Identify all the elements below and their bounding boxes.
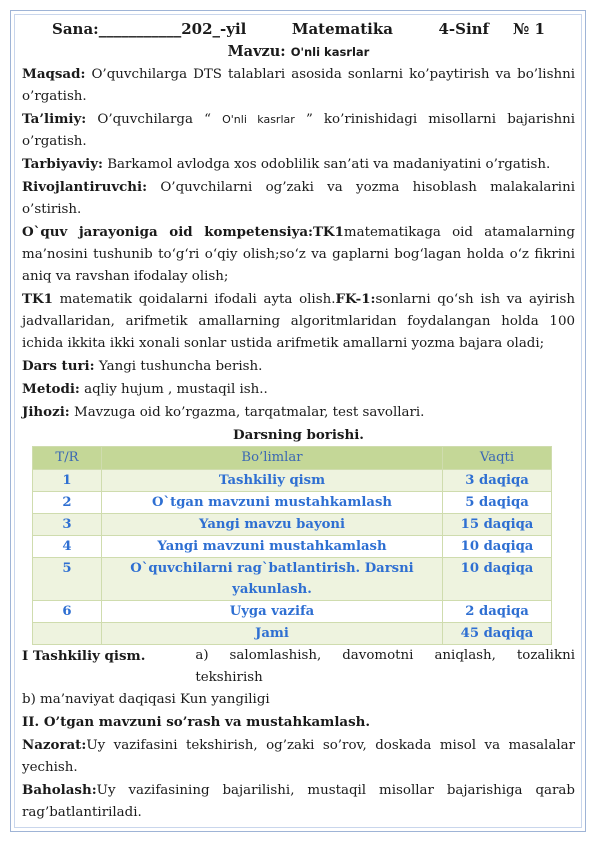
section-1-title: I Tashkiliy qism. bbox=[22, 648, 146, 664]
row-time: 10 daqiqa bbox=[443, 558, 552, 601]
section-1-b: b) ma’naviyat daqiqasi Kun yangiligi bbox=[22, 692, 270, 707]
row-number: 4 bbox=[33, 536, 102, 558]
topic-line bbox=[22, 41, 575, 63]
row-section: O`tgan mavzuni mustahkamlash bbox=[102, 492, 443, 514]
fk1-label: FK-1: bbox=[335, 291, 376, 307]
col-header-sections: Bo’limlar bbox=[102, 447, 443, 470]
header-line bbox=[22, 18, 575, 40]
section-2-title bbox=[22, 711, 575, 734]
tk1-text: matematik qoidalarni ifodali ayta olish. bbox=[52, 292, 336, 307]
talimiy-text-a: O’quvchilarga “ bbox=[97, 112, 211, 127]
jihozi bbox=[22, 401, 575, 424]
table-header-row bbox=[33, 447, 552, 470]
row-section: Yangi mavzu bayoni bbox=[102, 514, 443, 536]
row-time: 2 daqiqa bbox=[443, 601, 552, 623]
table-row bbox=[33, 514, 552, 536]
row-number: 3 bbox=[33, 514, 102, 536]
talimiy-topic: O'nli kasrlar bbox=[222, 113, 295, 126]
row-time: 10 daqiqa bbox=[443, 536, 552, 558]
section-1-line bbox=[22, 645, 575, 689]
goal-tk1-fk1 bbox=[22, 288, 575, 355]
table-title: Darsning borishi. bbox=[233, 427, 364, 443]
talimiy-text-b: ” ko’rinishidagi misollarni bajarishni o’rgatish. bbox=[22, 112, 575, 149]
nazorat-label: Nazorat: bbox=[22, 737, 87, 753]
date-field: Sana:___________202_-yil bbox=[52, 20, 247, 38]
col-header-number: T/R bbox=[33, 447, 102, 470]
metodi-label: Metodi: bbox=[22, 381, 80, 397]
total-value: 45 daqiqa bbox=[443, 623, 552, 645]
table-row bbox=[33, 601, 552, 623]
row-number: 1 bbox=[33, 470, 102, 492]
table-row bbox=[33, 492, 552, 514]
row-number: 2 bbox=[33, 492, 102, 514]
goal-tarbiyaviy bbox=[22, 153, 575, 176]
table-row bbox=[33, 536, 552, 558]
subject: Matematika bbox=[291, 20, 393, 38]
total-label: Jami bbox=[102, 623, 443, 645]
row-section: Uyga vazifa bbox=[102, 601, 443, 623]
kompetensiya-label: O`quv jarayoniga oid kompetensiya:TK1 bbox=[22, 224, 344, 240]
baholash bbox=[22, 779, 575, 824]
grade: 4-Sinf bbox=[438, 20, 490, 38]
kompetensiya-text: matematikaga oid atamalarning ma’nosini tushunib to‘g‘ri o‘qiy olish;so‘z va gaplarni bog‘lagan holda o‘z fikrini aniq va ravshan ifodalay olish; bbox=[22, 225, 575, 284]
table-row bbox=[33, 470, 552, 492]
topic-value: O'nli kasrlar bbox=[290, 45, 370, 59]
lesson-number: № 1 bbox=[513, 20, 545, 38]
tk1-label: TK1 bbox=[22, 291, 53, 307]
baholash-text: Uy vazifasining bajarilishi, mustaqil misollar bajarishiga qarab rag’batlantiriladi. bbox=[22, 783, 575, 820]
col-header-time: Vaqti bbox=[443, 447, 552, 470]
nazorat bbox=[22, 734, 575, 779]
total-empty-cell bbox=[33, 623, 102, 645]
row-time: 5 daqiqa bbox=[443, 492, 552, 514]
row-number: 6 bbox=[33, 601, 102, 623]
section-2-title-text: II. O’tgan mavzuni so’rash va mustahkamlash. bbox=[22, 714, 371, 730]
lesson-plan bbox=[22, 18, 575, 824]
dars-turi-text: Yangi tushuncha berish. bbox=[94, 359, 263, 374]
goal-kompetensiya bbox=[22, 221, 575, 288]
maqsad-label: Maqsad: bbox=[22, 66, 86, 82]
fk1-text: sonlarni qo‘sh ish va ayirish jadvallaridan, arifmetik amallarning algoritmlaridan foydalangan holda 100 ichida ikkita ikki xonali sonlar ustida arifmetik amallarni yozma bajara oladi; bbox=[22, 292, 575, 351]
talimiy-label: Ta’limiy: bbox=[22, 111, 87, 127]
jihozi-text: Mavzuga oid ko’rgazma, tarqatmalar, test savollari. bbox=[69, 405, 425, 420]
metodi bbox=[22, 378, 575, 401]
goal-rivojlantiruvchi bbox=[22, 176, 575, 221]
rivojlantiruvchi-text: O’quvchilarni og’zaki va yozma hisoblash malakalarini o’stirish. bbox=[22, 180, 575, 217]
table-total-row bbox=[33, 623, 552, 645]
table-row bbox=[33, 558, 552, 601]
tarbiyaviy-label: Tarbiyaviy: bbox=[22, 156, 103, 172]
nazorat-text: Uy vazifasini tekshirish, og’zaki so’rov, doskada misol va masalalar yechish. bbox=[22, 738, 575, 775]
lesson-schedule-table bbox=[32, 446, 552, 645]
jihozi-label: Jihozi: bbox=[22, 404, 70, 420]
row-number: 5 bbox=[33, 558, 102, 601]
row-time: 15 daqiqa bbox=[443, 514, 552, 536]
maqsad-text: O’quvchilarga DTS talablari asosida sonlarni ko’paytirish va bo’lishni o’rgatish. bbox=[22, 67, 575, 104]
dars-turi bbox=[22, 355, 575, 378]
goal-talimiy bbox=[22, 108, 575, 153]
row-section: Yangi mavzuni mustahkamlash bbox=[102, 536, 443, 558]
section-1-a-text: a) salomlashish, davomotni aniqlash, tozalikni tekshirish bbox=[195, 648, 575, 685]
rivojlantiruvchi-label: Rivojlantiruvchi: bbox=[22, 179, 148, 195]
row-section: Tashkiliy qism bbox=[102, 470, 443, 492]
goal-maqsad bbox=[22, 63, 575, 108]
tarbiyaviy-text: Barkamol avlodga xos odoblilik san’ati va madaniyatini o’rgatish. bbox=[107, 157, 551, 172]
row-time: 3 daqiqa bbox=[443, 470, 552, 492]
metodi-text: aqliy hujum , mustaqil ish.. bbox=[79, 382, 268, 397]
dars-turi-label: Dars turi: bbox=[22, 358, 95, 374]
topic-label: Mavzu: bbox=[227, 43, 286, 60]
baholash-label: Baholash: bbox=[22, 782, 97, 798]
row-section: O`quvchilarni rag`batlantirish. Darsni yakunlash. bbox=[102, 558, 443, 601]
